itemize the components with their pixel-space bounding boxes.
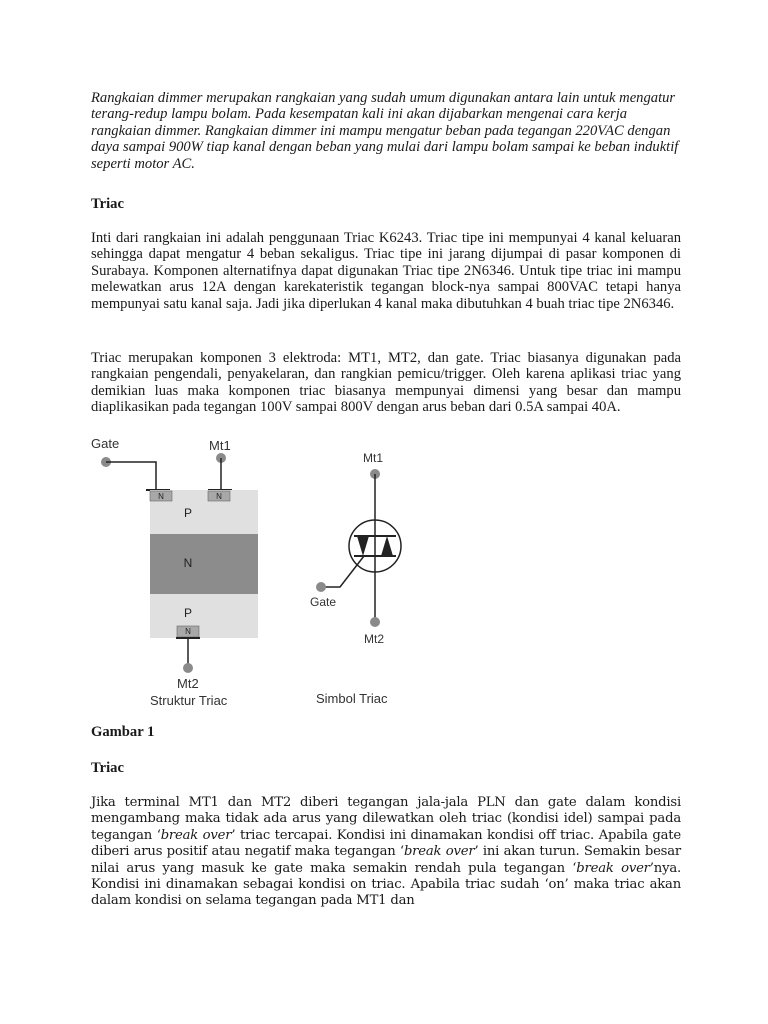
n-label-mt2: N: [185, 627, 191, 636]
p-layer-bottom: [150, 594, 258, 638]
triac-diagram: [88, 432, 428, 712]
figure-caption: Gambar 1: [91, 724, 155, 740]
n-layer-middle: [150, 534, 258, 594]
p-label-top: P: [183, 506, 193, 520]
symbol-gate-label: Gate: [310, 595, 337, 609]
mt1-label: Mt1: [209, 438, 231, 453]
symbol-mt2-dot: [370, 617, 380, 627]
intro-paragraph: Rangkaian dimmer merupakan rangkaian yang sudah umum digunakan antara lain untuk mengatur terang-redup lampu bolam. Pada kesempatan kali ini akan dijabarkan mengenai cara kerja rangkaian dimmer. Rangkaian dimmer ini mampu mengatur beban pada tegangan 220VAC dengan daya sampai 900W tiap kanal dengan beban yang mulai dari lampu bolam sampai ke beban induktif seperti motor AC.: [91, 90, 679, 172]
paragraph-triac-k6243: Inti dari rangkaian ini adalah penggunaan Triac K6243. Triac tipe ini mempunyai 4 kanal keluaran sehingga dapat mengatur 4 beban sekaligus. Triac tipe ini jarang dijumpai di pasar komponen di Surabaya. Komponen alternatifnya dapat digunakan Triac tipe 2N6346. Untuk tipe triac ini mampu melewatkan arus 12A dengan karekateristik tegangan block-nya sampai 800VAC tetapi hanya mempunyai satu kanal saja. Jadi jika diperlukan 4 kanal maka dibutuhkan 4 buah triac tipe 2N6346.: [91, 230, 681, 312]
n-label-gate: N: [158, 492, 164, 501]
paragraph-triac-elektroda: Triac merupakan komponen 3 elektroda: MT1, MT2, dan gate. Triac biasanya digunakan pada rangkaian pengendali, penyakelaran, dan rangkian pemicu/trigger. Oleh karena aplikasi triac yang demikian luas maka komponen triac biasanya mempunyai dimensi yang besar dan mampu diaplikasikan pada tegangan 100V sampai 800V dengan arus beban dari 0.5A sampai 40A.: [91, 350, 681, 416]
n-label-mt1: N: [216, 492, 222, 501]
gate-lead-wire: [106, 462, 156, 490]
triac-symbol: [310, 451, 401, 706]
symbol-mt2-label: Mt2: [364, 632, 385, 646]
simbol-caption: Simbol Triac: [316, 691, 388, 706]
symbol-triangle-up: [381, 536, 393, 556]
symbol-triangle-down: [357, 536, 369, 556]
struktur-caption: Struktur Triac: [150, 693, 228, 708]
heading-triac: Triac: [91, 196, 124, 212]
p-label-bottom: P: [183, 606, 193, 620]
symbol-gate-wire: [321, 556, 364, 587]
triac-figure: [88, 432, 428, 712]
mt2-terminal-dot: [183, 663, 193, 673]
gate-label: Gate: [91, 436, 120, 451]
mt2-label: Mt2: [177, 676, 199, 691]
n-label-middle: N: [183, 556, 193, 570]
symbol-gate-dot: [316, 582, 326, 592]
heading-triac-2: Triac: [91, 760, 124, 776]
symbol-mt1-label: Mt1: [363, 451, 384, 465]
triac-structure: [91, 436, 258, 708]
paragraph-break-over: Jika terminal MT1 dan MT2 diberi tegangan jala-jala PLN dan gate dalam kondisi mengambang maka tidak ada arus yang dilewatkan oleh triac (kondisi idel) sampai pada tegangan ‘break over’ triac tercapai. Kondisi ini dinamakan kondisi off triac. Apabila gate diberi arus positif atau negatif maka tegangan ‘break over’ ini akan turun. Semakin besar nilai arus yang masuk ke gate maka semakin rendah pula tegangan ‘break over’nya. Kondisi ini dinamakan sebagai kondisi on triac. Apabila triac sudah ‘on’ maka triac akan dalam kondisi on selama tegangan pada MT1 dan: [91, 795, 682, 909]
